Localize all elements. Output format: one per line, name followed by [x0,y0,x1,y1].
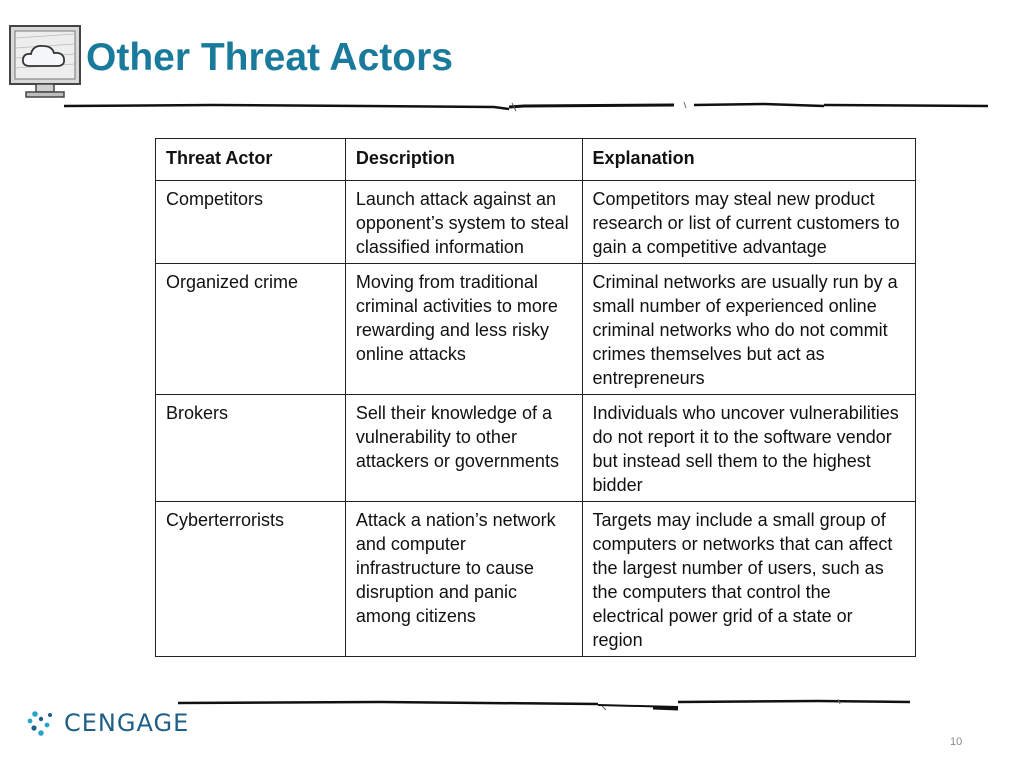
column-header-threat-actor: Threat Actor [156,139,346,181]
footer-divider [178,696,910,712]
cell-explanation: Competitors may steal new product research or list of current customers to gain a competitive advantage [582,181,915,264]
cell-description: Launch attack against an opponent’s system to steal classified information [345,181,582,264]
page-title: Other Threat Actors [86,36,453,79]
table-row [156,502,916,657]
cell-actor: Organized crime [156,264,346,395]
table-row [156,395,916,502]
cell-actor: Cyberterrorists [156,502,346,657]
cell-explanation: Targets may include a small group of computers or networks that can affect the largest number of users, such as the computers that control the electrical power grid of a state or region [582,502,915,657]
cell-actor: Brokers [156,395,346,502]
title-divider [64,99,988,113]
cell-actor: Competitors [156,181,346,264]
page-number: 10 [950,736,963,748]
table-row [156,181,916,264]
cloud-monitor-icon [8,24,82,100]
threat-actors-table [155,138,916,657]
cengage-logo-mark-icon [26,707,58,739]
cell-explanation: Criminal networks are usually run by a small number of experienced online criminal networks who do not commit crimes themselves but act as entrepreneurs [582,264,915,395]
cell-description: Attack a nation’s network and computer infrastructure to cause disruption and panic among citizens [345,502,582,657]
cengage-logo-text: CENGAGE [64,709,190,737]
column-header-description: Description [345,139,582,181]
cell-explanation: Individuals who uncover vulnerabilities do not report it to the software vendor but instead sell them to the highest bidder [582,395,915,502]
cell-description: Sell their knowledge of a vulnerability to other attackers or governments [345,395,582,502]
column-header-explanation: Explanation [582,139,915,181]
table-header-row [156,139,916,181]
cell-description: Moving from traditional criminal activities to more rewarding and less risky online attacks [345,264,582,395]
table-row [156,264,916,395]
cengage-logo [26,707,189,739]
